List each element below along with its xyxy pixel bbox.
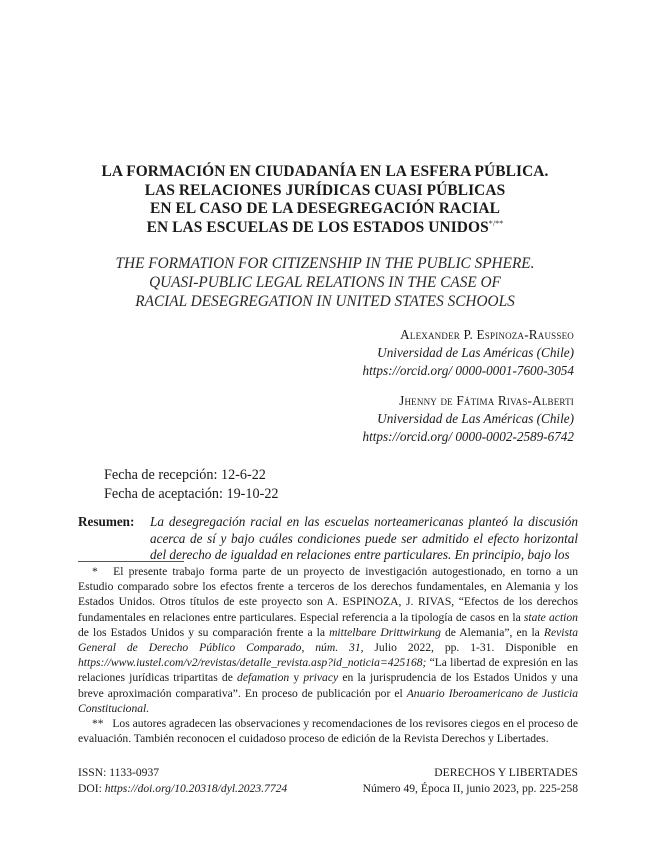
abstract bbox=[78, 514, 578, 564]
footnote-mark: ** bbox=[92, 717, 104, 731]
doi-label: DOI: bbox=[78, 782, 105, 795]
footnote-text: El presente trabajo forma parte de un proyecto de investigación autogestionado, en torno a un Estudio comparado sobre los efectos frente a terceros de los derechos fundamentales, en Alemania y los Estados Unidos. Otros títulos de este proyecto son A. ESPINOZA, J. RIVAS, “Efectos de los derechos fundamentales en relaciones entre particulares. Especial referencia a la tipología de casos en la bbox=[78, 565, 578, 624]
author-name: Jhenny de Fátima Rivas-Alberti bbox=[399, 393, 574, 408]
doi-line bbox=[78, 781, 287, 797]
author-block bbox=[363, 326, 574, 380]
author-block bbox=[363, 392, 574, 446]
issue-info: Número 49, Época II, junio 2023, pp. 225-258 bbox=[362, 782, 578, 795]
abstract-text: La desegregación racial en las escuelas norteamericanas planteó la discusión acerca de sí y bajo cuáles condiciones puede ser admitido el efecto horizontal del derecho de igualdad en relaciones entre particulares. En principio, bajo los bbox=[150, 514, 578, 562]
footnote-italic: mittelbare Drittwirkung bbox=[329, 625, 441, 639]
article-title bbox=[60, 163, 590, 237]
journal-name: DERECHOS Y LIBERTADES bbox=[434, 766, 578, 779]
title-line: LAS RELACIONES JURÍDICAS CUASI PÚBLICAS bbox=[144, 181, 506, 199]
footnote-text: de Alemania”, en la bbox=[440, 625, 544, 639]
english-title bbox=[60, 254, 590, 311]
footnote-rule bbox=[78, 561, 184, 562]
footnote-text: Los autores agradecen las observaciones y recomendaciones de los revisores ciegos en el proceso de evaluación. También reconocen el cuidadoso proceso de edición de la Revista Derechos y Libertades. bbox=[78, 717, 578, 746]
footnote-text: de los Estados Unidos y su comparación frente a la bbox=[78, 625, 330, 639]
author-orcid[interactable]: https://orcid.org/ 0000-0002-2589-6742 bbox=[362, 429, 574, 444]
author-affiliation: Universidad de Las Américas (Chile) bbox=[377, 411, 574, 426]
footnote-1 bbox=[78, 564, 578, 716]
footnote-link[interactable]: https://www.iustel.com/v2/revistas/detalle_revista.asp?id_noticia=425168; bbox=[78, 656, 427, 670]
footer-left bbox=[78, 765, 287, 797]
accepted-date: Fecha de aceptación: 19-10-22 bbox=[104, 485, 279, 502]
title-line: EN EL CASO DE LA DESEGREGACIÓN RACIAL bbox=[149, 200, 501, 217]
title-line: LA FORMACIÓN EN CIUDADANÍA EN LA ESFERA PÚBLICA. bbox=[101, 163, 549, 180]
footnote-text: en la jurisprudencia de los Estados Unidos y una breve aproximación comparativa”. En proceso de publicación por el bbox=[78, 671, 578, 700]
english-title-line: THE FORMATION FOR CITIZENSHIP IN THE PUBLIC SPHERE. bbox=[115, 255, 535, 272]
footnote-2 bbox=[78, 716, 578, 746]
author-affiliation: Universidad de Las Américas (Chile) bbox=[377, 345, 574, 360]
footnote-text: Julio 2022, pp. 1-31. Disponible en bbox=[363, 641, 578, 655]
footnote-mark: * bbox=[92, 565, 98, 578]
title-line bbox=[60, 219, 590, 238]
article-dates bbox=[104, 466, 279, 503]
title-line-text: EN LAS ESCUELAS DE LOS ESTADOS UNIDOS bbox=[146, 218, 489, 236]
issn: ISSN: 1133-0937 bbox=[78, 766, 160, 779]
footnote-italic: defamation bbox=[237, 671, 290, 685]
english-title-line: QUASI-PUBLIC LEGAL RELATIONS IN THE CASE OF bbox=[149, 274, 501, 291]
footer-right bbox=[363, 765, 578, 797]
footnotes bbox=[78, 564, 578, 746]
footnote-italic: state action bbox=[523, 610, 578, 624]
received-date: Fecha de recepción: 12-6-22 bbox=[104, 467, 266, 483]
author-name: Alexander P. Espinoza-Rausseo bbox=[400, 327, 574, 342]
footnote-italic: privacy bbox=[303, 671, 339, 685]
title-footnote-marks: */** bbox=[488, 218, 504, 228]
abstract-label: Resumen: bbox=[78, 514, 135, 529]
author-orcid[interactable]: https://orcid.org/ 0000-0001-7600-3054 bbox=[362, 363, 574, 378]
doi-link[interactable]: https://doi.org/10.20318/dyl.2023.7724 bbox=[104, 782, 288, 795]
footnote-text: “La libertad de expresión en las relaciones jurídicas tripartitas de bbox=[78, 656, 578, 685]
footnote-italic: Anuario Iberoamericano de Justicia Constitucional. bbox=[78, 686, 579, 715]
footnote-text: y bbox=[289, 671, 304, 685]
footnote-italic: Revista General de Derecho Público Comparado, núm. 31, bbox=[78, 625, 578, 655]
english-title-line: RACIAL DESEGREGATION IN UNITED STATES SCHOOLS bbox=[135, 293, 515, 310]
